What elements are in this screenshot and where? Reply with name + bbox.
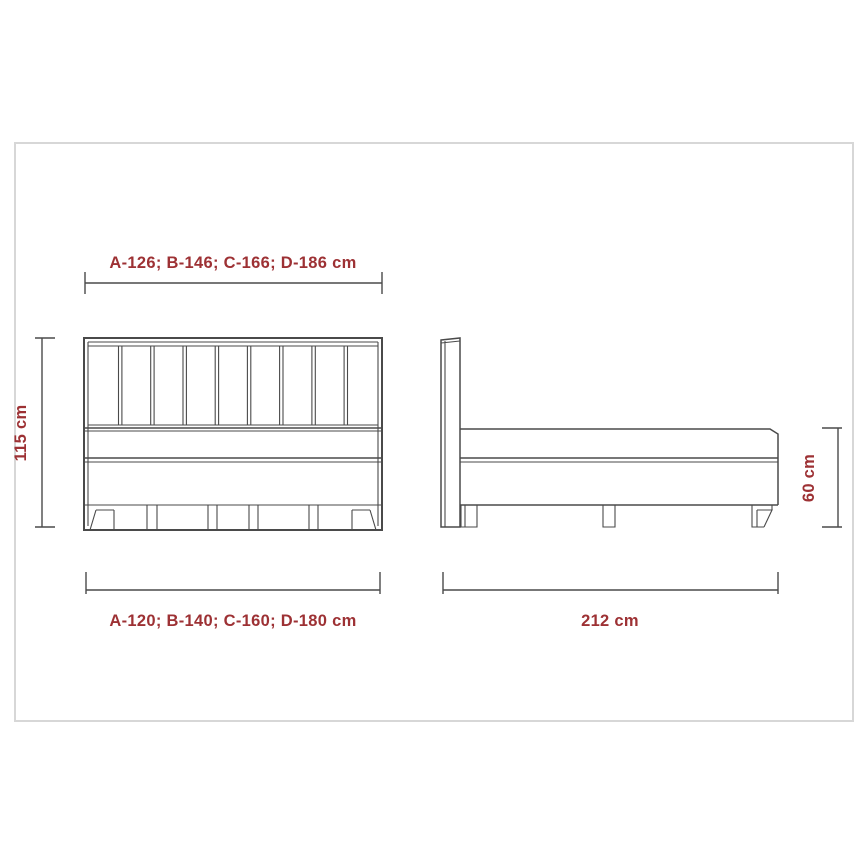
base-edges bbox=[84, 431, 382, 505]
headboard-slats bbox=[88, 346, 378, 425]
front-bottom-width-label: A-120; B-140; C-160; D-180 cm bbox=[109, 612, 357, 630]
side-base-height-label: 60 cm bbox=[800, 453, 818, 503]
plinth-dividers bbox=[147, 505, 318, 530]
side-right-leg bbox=[752, 505, 772, 527]
side-view bbox=[441, 338, 778, 527]
front-top-width-label: A-126; B-146; C-166; D-186 cm bbox=[109, 254, 357, 272]
front-right-leg bbox=[352, 510, 376, 530]
front-left-leg bbox=[90, 510, 114, 530]
mattress-band-edges bbox=[84, 428, 382, 458]
drawing-frame bbox=[15, 143, 853, 721]
side-middle-leg bbox=[603, 505, 615, 527]
side-headboard bbox=[441, 338, 460, 527]
dimension-side-base-height bbox=[800, 428, 842, 527]
dimension-line bbox=[85, 272, 382, 294]
dimension-line bbox=[443, 572, 778, 594]
dimension-line bbox=[35, 338, 55, 527]
side-headboard-inner bbox=[441, 341, 460, 527]
side-length-label: 212 cm bbox=[581, 612, 639, 630]
side-left-leg bbox=[461, 505, 477, 527]
dimension-line bbox=[822, 428, 842, 527]
front-inner-frame bbox=[88, 342, 378, 526]
side-body-lines bbox=[460, 458, 778, 505]
dimension-line bbox=[86, 572, 380, 594]
dimension-front-bottom-width bbox=[86, 572, 380, 630]
dimension-side-length bbox=[443, 572, 778, 630]
side-body-top bbox=[460, 429, 778, 505]
front-height-label: 115 cm bbox=[12, 404, 30, 462]
dimension-front-top-width bbox=[85, 254, 382, 294]
dimension-front-height bbox=[12, 338, 55, 527]
front-outline bbox=[84, 338, 382, 530]
front-view bbox=[84, 338, 382, 530]
